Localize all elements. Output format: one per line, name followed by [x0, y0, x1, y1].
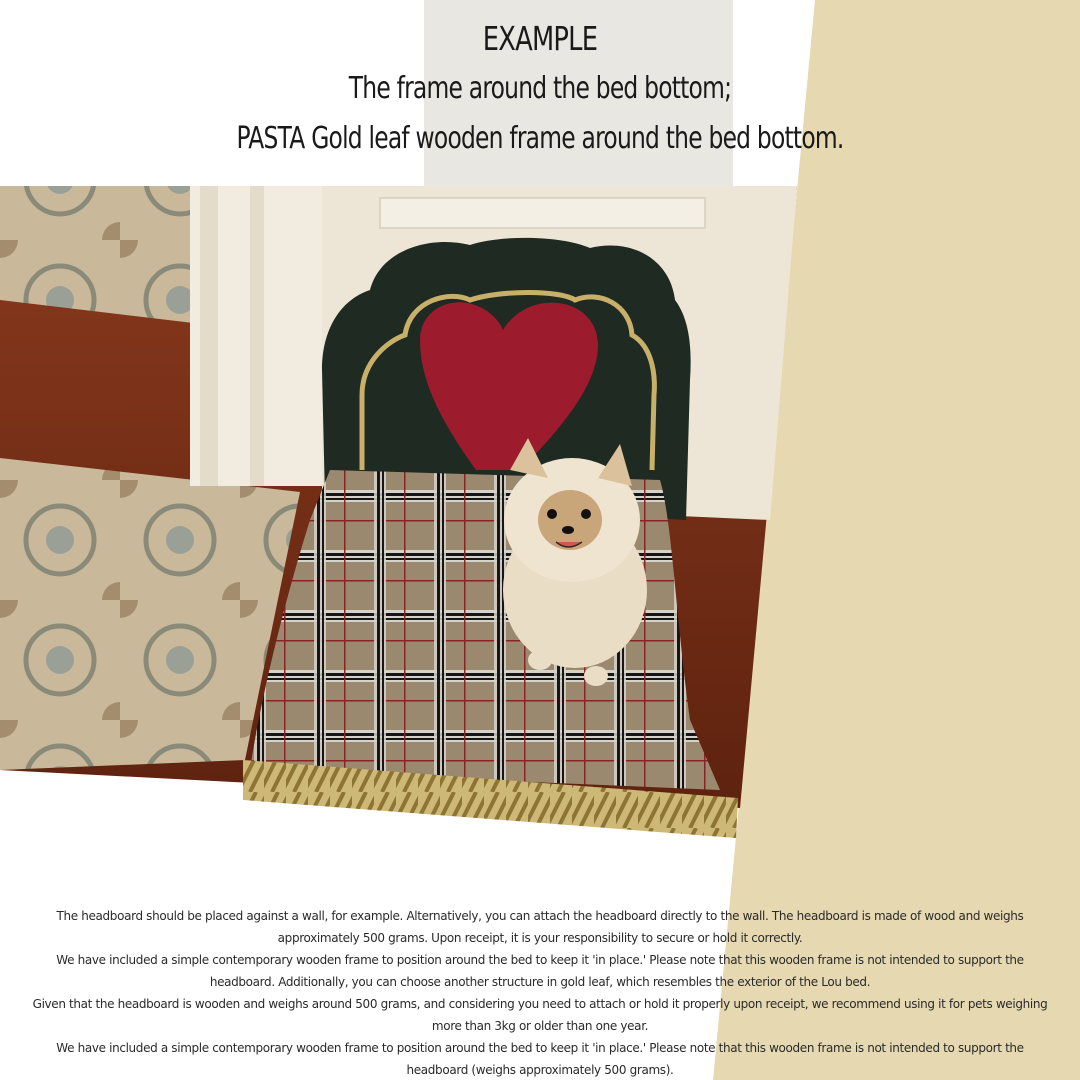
heading-line-2: The frame around the bed bottom; — [348, 71, 732, 106]
description-paragraph: We have included a simple contemporary wooden frame to position around the bed to keep it 'in place.' Please note that this wooden frame is not intended to support the headboard (weighs approximately 500 grams). — [56, 1041, 1024, 1077]
plaid-cushion — [250, 470, 720, 790]
description-paragraph: We have included a simple contemporary wooden frame to position around the bed to keep it 'in place.' Please note that this wooden frame is not intended to support the headboard. Additionally, you can choose another structure in gold leaf, which resembles the exterior of the Lou bed. — [56, 953, 1024, 989]
description-paragraph: The headboard should be placed against a wall, for example. Alternatively, you can attach the headboard directly to the wall. The headboard is made of wood and weighs approximately 500 grams. Upon receipt, it is your responsibility to secure or hold it correctly. — [56, 909, 1024, 945]
description-text — [28, 905, 1052, 1080]
heading-example: EXAMPLE — [482, 19, 598, 58]
heading-line-3: PASTA Gold leaf wooden frame around the bed bottom. — [236, 121, 844, 156]
page-header — [0, 14, 1080, 164]
description-paragraph: Given that the headboard is wooden and weighs around 500 grams, and considering you need to attach or hold it properly upon receipt, we recommend using it for pets weighing more than 3kg or older than one year. — [32, 997, 1048, 1033]
